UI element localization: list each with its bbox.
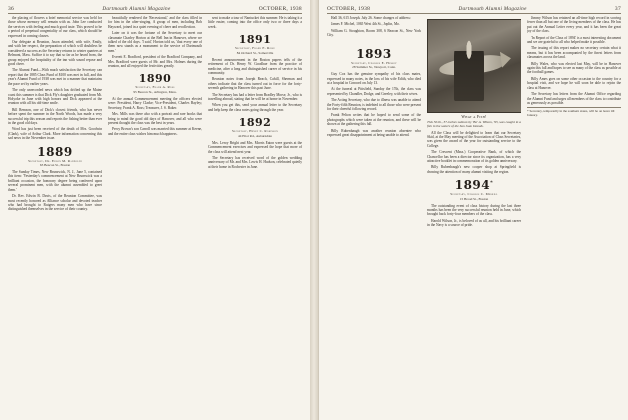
right-column-2 xyxy=(427,16,521,414)
paragraph: beautifully rendered the 'Recessional,' and the class filled in for him in the after-singing. A group of men, including Bob Hayward, joined in a quiet evening of cheer and recollection. xyxy=(108,16,202,29)
paragraph: Jimmy Wilson has retained an all-time high record in scoring fewer than all but one of the living members of the class. He has put out the Annual Letter every year, and it has been the great joy of the class. xyxy=(527,16,621,34)
paragraph: The Sunday Times, New Brunswick, N. J., June 5, contained this item: 'Yesterday's commencement at New Brunswick was a brilliant occasion, the honorary degree being conferred upon several prominent men, with the alumni assembled to greet them.' xyxy=(8,170,102,192)
paragraph: All the Class will be delighted to learn that our Secretary Skid, at the May meeting of the Association of Class Secretaries, was given the award of the year for outstanding service to the College. xyxy=(427,130,521,148)
class-secretary: Secretary, Frank A. Ross xyxy=(135,85,175,90)
left-running-head xyxy=(8,6,302,14)
issue-date: OCTOBER, 1938 xyxy=(327,6,371,12)
paragraph: Everett E. Bradford, president of the Bradford Company, and Mrs. Bradford were guests of Mr. and Mrs. Holmes during the reunion, and all enjoyed the festivities greatly. xyxy=(108,55,202,69)
paragraph: Reunion notes from Joseph Reach, Cahill, Sherman and others indicate that the class turned out in force for the forty-seventh gathering in Hanover this past June. xyxy=(208,77,302,91)
paragraph: The Secretary has received word of the golden wedding anniversary of Mr. and Mrs. Lewis H. Hudson, celebrated quietly at their home in Rochester in June. xyxy=(208,155,302,169)
journal-title: Dartmouth Alumni Magazine xyxy=(102,6,171,12)
right-column-3 xyxy=(527,16,621,414)
class-year-heading xyxy=(427,178,521,192)
paragraph: When you get this, send your annual letter to the Secretary and help keep the class notes going through the year. xyxy=(208,103,302,112)
paragraph: Frank Pelton writes that he hoped to send some of the photographs which were taken at the reunion, and these will be shown at the gathering this fall. xyxy=(327,113,421,127)
class-secretary: Secretary, Henry C. Robinson xyxy=(231,129,278,134)
secretary-address: 15 Broad St., Boston xyxy=(459,196,489,201)
paragraph: sent to make a tour of Nantucket this summer. He is taking it a little easier, coming into the office only two or three days a week. xyxy=(208,16,302,29)
left-columns xyxy=(8,16,302,414)
fish-photograph xyxy=(427,19,521,113)
secretary-address: 63 Beacon St., Boston xyxy=(39,163,71,168)
paragraph: James F. Michel, 1065 West 4th St., Joplin, Mo. xyxy=(331,22,400,27)
paragraph: William G. Stoughton, Room 308, 6 Beacon St., New York City. xyxy=(327,28,421,38)
paragraph: The Alumni Fund—With much satisfaction the Secretary can report that the 1885 Class Fund of $100 was met in full, and this year's Alumni Fund of 1938 was met in a manner that maintains the pace set by earlier years. xyxy=(8,68,102,86)
issue-date: OCTOBER, 1938 xyxy=(258,6,302,12)
salmon-tail xyxy=(500,51,512,68)
page-number: 36 xyxy=(8,6,15,12)
paragraph: Percy Brown's son Carroll was married this summer at Keene, and the entire class wishes him much happiness. xyxy=(108,127,202,136)
fisherman-figure xyxy=(454,37,484,101)
secretary-address: 95 Beacon St., Arlington, Mass. xyxy=(133,89,177,94)
class-year-heading: 1889 xyxy=(37,144,73,159)
paragraph: Our delegate at Reunion, Jason attended, with wife, Emily, and with her respect, the preparation of which will doubtless be considered a success as the Secretary returns to winter quarters at Belmont, Mass. Suffice it to say that so far as he heard from, the group enjoyed the hospitality of the inn with sound repose and good cheer. xyxy=(8,40,102,67)
paragraph: Word has just been received of the death of Mrs. Goodwin (Clark), wife of Arthur Clark. More information concerning this sad news in the November issue. xyxy=(8,127,102,141)
paragraph: Recent announcement in the Boston papers tells of the retirement of Dr. Henry W. Goodhue from the practice of medicine, after a long and distinguished career of service in his community. xyxy=(208,57,302,75)
secretary-address: 28 Summer St., Newport, Conn. xyxy=(352,65,396,70)
paragraph: The Acting Secretary, who due to illness was unable to attend the Forty-fifth Reunion, is indebted to all those who were present for their cheerful following record. xyxy=(327,98,421,111)
paragraph: Bill Remson, one of Dick's closest friends, who has never before spent the summer in the North Woods, has made a very successful trip this season and reports the fishing better than ever in the good old days. xyxy=(8,107,102,125)
secretary-address: 44 Eliot Rd., Auburndale xyxy=(238,133,272,138)
paragraph: The outstanding event of class history during the last three months has been the very successful reunion held in June, which brought back forty-four members of the class. xyxy=(427,203,521,217)
paragraph: Harold Wilson, Jr., is beloved of us all, and his brilliant career in the Navy is a source of pride. xyxy=(427,218,521,228)
class-secretary: Secretary, Charles E. Hussey xyxy=(351,60,397,65)
paragraph: Dr. Rev. Edwin B. Davis, of the Reunion Committee, was most recently honored as Alliance scholar and devoted teacher who had brought to Rutgers many men who have since distinguished themselves in the service of their country. xyxy=(8,194,102,212)
paragraph: The issuing of this report makes no secretary certain what it means, but it has been accompanied by the finest letters from classmates across the land. xyxy=(527,46,621,60)
paragraph: The only unrecorded news which has drifted up the Maine coast this summer is that Dick Fly's daughter graduated from Mt. Holyoke in June with high honors and Dick appeared at the reunion with all his old-time smile. xyxy=(8,88,102,106)
asterisk-mark: * xyxy=(490,180,494,187)
photo-title: What a Fish! xyxy=(461,115,487,119)
paragraph: At the funeral at Pittsfield, Sunday the 17th, the class was represented by Chandler, Dodge, and Greeley, with their wives. xyxy=(327,87,421,96)
class-year-heading: 1893 xyxy=(356,46,392,61)
class-year-heading: 1890 xyxy=(138,72,172,86)
footnote: * Secretary, temporarily in the southern states, will be on leave till January. xyxy=(527,107,621,117)
year-text: 1894 xyxy=(454,178,491,193)
class-year-heading: 1891 xyxy=(238,33,272,47)
paragraph: Guy Cox has the genuine sympathy of his class mates, expressed in many notes, in the loss of his wife Edith, who died at a hospital in Concord on July 13. xyxy=(327,72,421,85)
right-page xyxy=(318,0,628,420)
paragraph: The Secretary has had a letter from Bradley Morse, Jr., who is travelling abroad, stating that he will be at home in November. xyxy=(208,92,302,101)
paragraph: Billy Wales, who was elected last May, will be in Hanover again this fall and hopes to see as many of the class as possible at the football games. xyxy=(527,61,621,75)
right-columns xyxy=(327,16,621,414)
paragraph: Mrs. Mills was there also with a portrait and rare books that bring to mind the good old days of Hanover, and all who were present thought the class was the best in years. xyxy=(108,112,202,125)
paragraph: Billy Rubenbaugh's new cooper shop at Springfield is drawing the attention of many alumni visiting the region. xyxy=(427,165,521,174)
paragraph: Billy Ames goes on some other occasion to the country for a hospital visit, and we hope he will soon be able to rejoin the class at Hanover. xyxy=(527,76,621,90)
class-secretary: Secretary, Frank E. Rowe xyxy=(234,46,276,51)
left-column-1 xyxy=(8,16,102,414)
secretary-address: 84 Orchard St., Somerville xyxy=(236,50,274,55)
page-number: 37 xyxy=(614,6,621,12)
class-year-heading: 1892 xyxy=(238,116,272,130)
left-column-3 xyxy=(208,16,302,414)
paragraph: Billy Rubenbaugh was another reunion absentee who expressed great disappointment at being unable to attend. xyxy=(327,128,421,137)
paragraph: Hall 36, 615 Joseph. July 26. Some changes of address: xyxy=(331,16,411,20)
photo-caption: This 50-lb., 37-inches salmon by 'Bo' A. Wilson, '93, was caught in a fish in the waters of the San Juan Islands. xyxy=(427,119,521,128)
paragraph: 'In Report of the Class of 1894' is a most interesting document and we are grateful to all who helped make it possible. xyxy=(527,35,621,45)
class-secretary: Secretary, Dr. Edwin M. Randolph xyxy=(28,158,82,163)
paragraph: The Crescent (Mass.) Cooperative Bank, of which the Chancellor has been a director since its organization, has a very attractive booklet in commemoration of its golden anniversary. xyxy=(427,150,521,163)
paragraph: Mrs. Leroy Bright and Mrs. Morris Eaton were guests at the Commencement exercises and expressed the hope that more of the class will attend next year. xyxy=(208,140,302,154)
paragraph: The Secretary has letters from the Alumni Office regarding the Alumni Fund and urges all members of the class to contribute as generously as possible. xyxy=(527,92,621,105)
left-column-2 xyxy=(108,16,202,414)
right-running-head xyxy=(327,6,621,14)
paragraph: the placing of flowers a brief memorial service was held for those whose memory will remain with us. John Lee conducted the services with feeling and much good taste. This proved to be a period of perpetual congeniality of our class, which should be expressed in coming classes. xyxy=(8,16,102,38)
paragraph: Later on it was the fortune of the Secretary to meet our classmate Charley Horton at the Bell Inn in Hanover, where we talked of the old days. 'I said,' Horton told us, 'that every one of them now stands as a monument to the service of Dartmouth men.' xyxy=(108,31,202,53)
page-gutter xyxy=(310,0,318,420)
left-page xyxy=(0,0,311,420)
paragraph: At the annual Commencement meeting the officers elected were: President, Harry Clarke; Vice-President, Charles Bayley; Secretary, Frank A. Ross; Treasurer, J. S. Baker. xyxy=(108,96,202,110)
journal-title: Dartmouth Alumni Magazine xyxy=(458,6,527,12)
class-secretary: Secretary, Charles C. Merrill xyxy=(450,192,498,197)
right-column-1 xyxy=(327,16,421,414)
